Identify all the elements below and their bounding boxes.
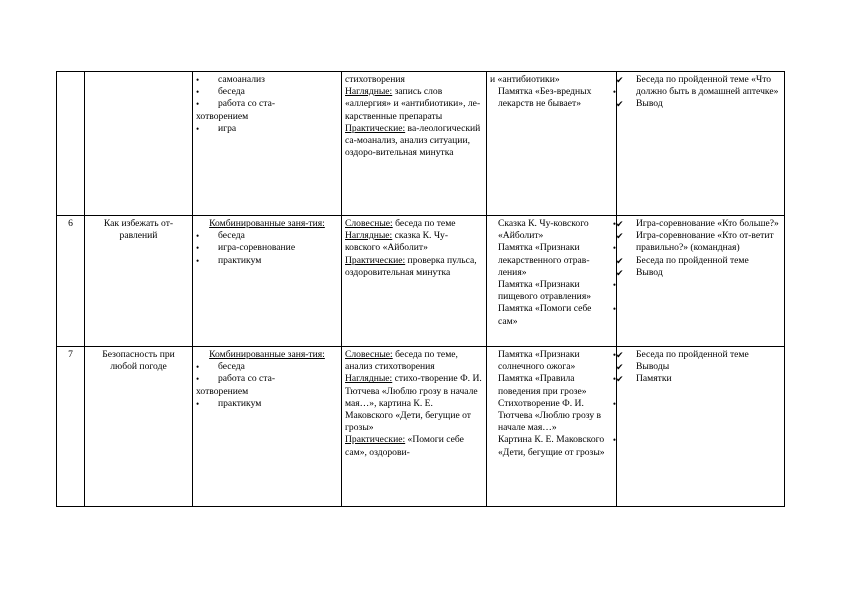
method-title: Комбинированные заня-тия: xyxy=(209,218,325,229)
method-item: беседа xyxy=(218,86,245,98)
list-item xyxy=(490,303,616,327)
list-item xyxy=(490,397,616,435)
means-cell xyxy=(342,216,487,347)
means-text: «Помоги себе сам», оздорови- xyxy=(345,434,464,458)
means-label: Наглядные: xyxy=(345,373,393,385)
list-item xyxy=(490,242,616,279)
method-item: самоанализ xyxy=(218,74,265,85)
bullet-icon: • xyxy=(612,304,616,315)
means-text: стихотворения xyxy=(345,74,405,85)
means-text: сказка К. Чу-ковского «Айболит» xyxy=(345,230,449,254)
means-text: стихо-творение Ф. И. Тютчева «Люблю грозу в начале мая…», картина К. Е. Маковского «Дети, бегущие от грозы» xyxy=(345,373,482,434)
list-item xyxy=(616,98,781,110)
activity-item: Игра-соревнование «Кто больше?» xyxy=(636,218,779,229)
bullet-icon: • xyxy=(612,374,616,385)
material-item: Картина К. Е. Маковского «Дети, бегущие от грозы» xyxy=(498,434,605,458)
table-row xyxy=(57,72,785,216)
check-icon: ✔ xyxy=(616,255,624,266)
list-item xyxy=(490,218,616,242)
material-item: Памятка «Без-вредных лекарств не бывает» xyxy=(498,86,592,110)
list-item xyxy=(490,74,613,86)
activity-item: Памятки xyxy=(636,373,672,385)
list-item xyxy=(196,123,338,135)
list-item xyxy=(616,349,781,361)
activities-cell xyxy=(617,72,785,216)
table-row xyxy=(57,216,785,347)
method-cell xyxy=(193,72,342,216)
activities-cell xyxy=(617,347,785,507)
activity-item: Беседа по пройденной теме «Что должно быть в домашней аптечке» xyxy=(636,74,779,98)
means-text: ва-леологический са-моанализ, анализ ситуации, оздоро-вительная минутка xyxy=(345,122,481,159)
method-item: практикум xyxy=(218,397,262,409)
bullet-icon: • xyxy=(612,243,616,254)
check-icon: ✔ xyxy=(616,75,624,85)
list-item xyxy=(196,242,338,254)
check-icon: ✔ xyxy=(616,219,624,229)
material-item: Памятка «Признаки солнечного ожога» xyxy=(498,349,580,373)
activities-cell xyxy=(617,216,785,347)
bullet-icon: • xyxy=(612,398,616,409)
material-item: и «антибиотики» xyxy=(490,74,560,85)
list-item xyxy=(196,255,338,267)
method-item: беседа xyxy=(218,361,245,373)
method-cell xyxy=(193,347,342,507)
means-label: Практические: xyxy=(345,254,406,266)
material-item: Памятка «Правила поведения при грозе» xyxy=(498,373,587,397)
list-item xyxy=(616,230,781,254)
means-text: беседа по теме, анализ стихотворения xyxy=(345,349,458,373)
list-item xyxy=(616,373,781,385)
method-item-continuation: хотворением xyxy=(196,385,249,397)
list-item xyxy=(616,74,781,98)
method-item: игра xyxy=(218,122,237,134)
method-item: игра-соревнование xyxy=(218,242,296,254)
means-label: Практические: xyxy=(345,434,406,446)
check-icon: ✔ xyxy=(616,267,624,278)
method-item: работа со ста- xyxy=(218,98,276,110)
list-item xyxy=(490,279,616,303)
activity-item: Вывод xyxy=(636,266,663,278)
materials-cell xyxy=(487,72,617,216)
material-item: Памятка «Признаки лекарственного отрав-ления» xyxy=(498,242,590,278)
list-item xyxy=(490,86,616,110)
row-topic xyxy=(85,72,193,216)
means-label: Практические: xyxy=(345,122,406,134)
means-cell xyxy=(342,72,487,216)
check-icon: ✔ xyxy=(616,350,624,360)
list-item xyxy=(490,373,616,397)
check-icon: ✔ xyxy=(616,99,624,110)
list-item xyxy=(490,349,616,373)
method-item: беседа xyxy=(218,230,245,242)
means-text: проверка пульса, оздоровительная минутка xyxy=(345,254,477,278)
means-label: Наглядные: xyxy=(345,230,393,242)
bullet-icon: • xyxy=(612,280,616,291)
list-item xyxy=(196,373,338,397)
table-row xyxy=(57,347,785,507)
activity-item: Беседа по пройденной теме xyxy=(636,349,749,360)
method-title: Комбинированные заня-тия: xyxy=(209,349,325,360)
lesson-plan-table xyxy=(56,71,785,507)
check-icon: ✔ xyxy=(616,362,624,373)
row-number: 7 xyxy=(57,347,85,507)
means-cell xyxy=(342,347,487,507)
row-topic: Как избежать от-равлений xyxy=(85,216,193,347)
list-item xyxy=(616,254,781,267)
list-item xyxy=(490,434,616,458)
method-item-continuation: хотворением xyxy=(196,110,249,122)
materials-cell xyxy=(487,347,617,507)
bullet-icon: • xyxy=(612,87,616,98)
bullet-icon: • xyxy=(612,435,616,446)
list-item xyxy=(196,361,338,373)
activity-item: Вывод xyxy=(636,98,663,110)
list-item xyxy=(196,398,338,410)
row-topic: Безопасность при любой погоде xyxy=(85,347,193,507)
list-item xyxy=(196,74,338,86)
means-label: Словесные: xyxy=(345,349,393,360)
row-number: 6 xyxy=(57,216,85,347)
method-item: практикум xyxy=(218,254,262,266)
material-item: Памятка «Признаки пищевого отравления» xyxy=(498,279,592,303)
material-item: Памятка «Помоги себе сам» xyxy=(498,303,592,327)
list-item xyxy=(196,86,338,98)
means-label: Наглядные: xyxy=(345,86,393,98)
activity-item: Беседа по пройденной теме xyxy=(636,254,749,266)
material-item: Сказка К. Чу-ковского «Айболит» xyxy=(498,218,589,242)
means-label: Словесные: xyxy=(345,218,393,229)
list-item xyxy=(616,361,781,373)
list-item xyxy=(196,230,338,242)
activity-item: Игра-соревнование «Кто от-ветит правильно?» (командная) xyxy=(636,230,774,254)
activity-item: Выводы xyxy=(636,361,670,373)
list-item xyxy=(616,218,781,230)
method-cell xyxy=(193,216,342,347)
means-text: запись слов «аллергия» и «антибиотики», ле-карственные препараты xyxy=(345,86,481,122)
bullet-icon: • xyxy=(612,219,616,229)
check-icon: ✔ xyxy=(616,374,624,385)
check-icon: ✔ xyxy=(616,231,624,242)
bullet-icon: • xyxy=(612,350,616,360)
list-item xyxy=(616,266,781,279)
method-item: работа со ста- xyxy=(218,373,276,385)
materials-cell xyxy=(487,216,617,347)
row-number xyxy=(57,72,85,216)
means-text: беседа по теме xyxy=(392,218,456,229)
material-item: Стихотворение Ф. И. Тютчева «Люблю грозу в начале мая…» xyxy=(498,397,602,434)
list-item xyxy=(196,98,338,122)
